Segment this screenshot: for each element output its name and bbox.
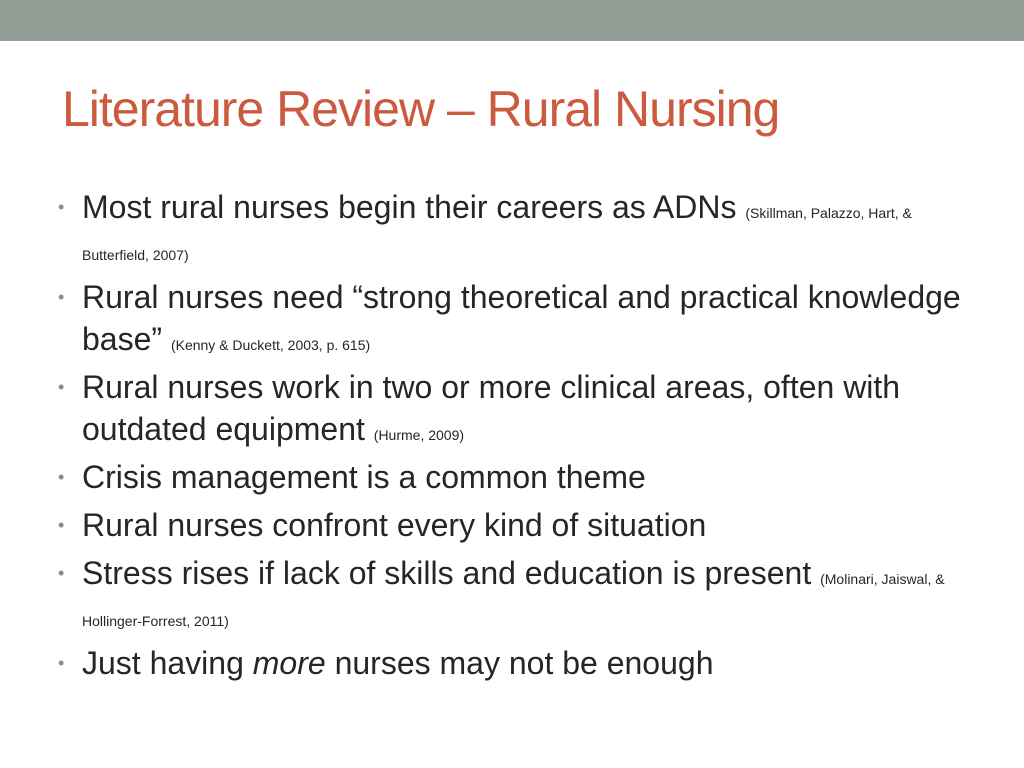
citation: (Hurme, 2009)	[373, 427, 465, 443]
bullet-point-icon: •	[58, 653, 65, 673]
bullet-text: Most rural nurses begin their careers as ADNs	[82, 189, 737, 225]
bullet-text: Crisis management is a common theme	[82, 459, 646, 495]
bullet-text: Rural nurses need “strong theoretical and practical knowledge base”	[82, 279, 961, 357]
bullet-point-icon: •	[58, 467, 65, 487]
bullet-item	[58, 456, 978, 498]
bullet-item	[58, 366, 978, 450]
citation: (Skillman, Palazzo, Hart, & Butterfield, 2007)	[82, 205, 912, 263]
top-accent-bar	[0, 0, 1024, 41]
bullet-text-before: Just having	[82, 645, 253, 681]
bullet-item	[58, 642, 978, 684]
bullet-point-icon: •	[58, 377, 65, 397]
bullet-point-icon: •	[58, 515, 65, 535]
bullet-text: Stress rises if lack of skills and education is present	[82, 555, 812, 591]
bullet-point-icon: •	[58, 287, 65, 307]
bullet-text: Rural nurses confront every kind of situation	[82, 507, 707, 543]
bullet-text-after: nurses may not be enough	[325, 645, 714, 681]
bullet-list	[58, 186, 978, 690]
bullet-item	[58, 504, 978, 546]
bullet-text-emphasis: more	[252, 645, 326, 681]
slide-title: Literature Review – Rural Nursing	[62, 81, 780, 137]
bullet-item	[58, 186, 978, 270]
citation: (Molinari, Jaiswal, & Hollinger-Forrest, 2011)	[82, 571, 945, 629]
bullet-item	[58, 552, 978, 636]
citation: (Kenny & Duckett, 2003, p. 615)	[170, 337, 371, 353]
bullet-point-icon: •	[58, 197, 65, 217]
bullet-item	[58, 276, 978, 360]
bullet-point-icon: •	[58, 563, 65, 583]
bullet-text: Rural nurses work in two or more clinical areas, often with outdated equipment	[82, 369, 901, 447]
